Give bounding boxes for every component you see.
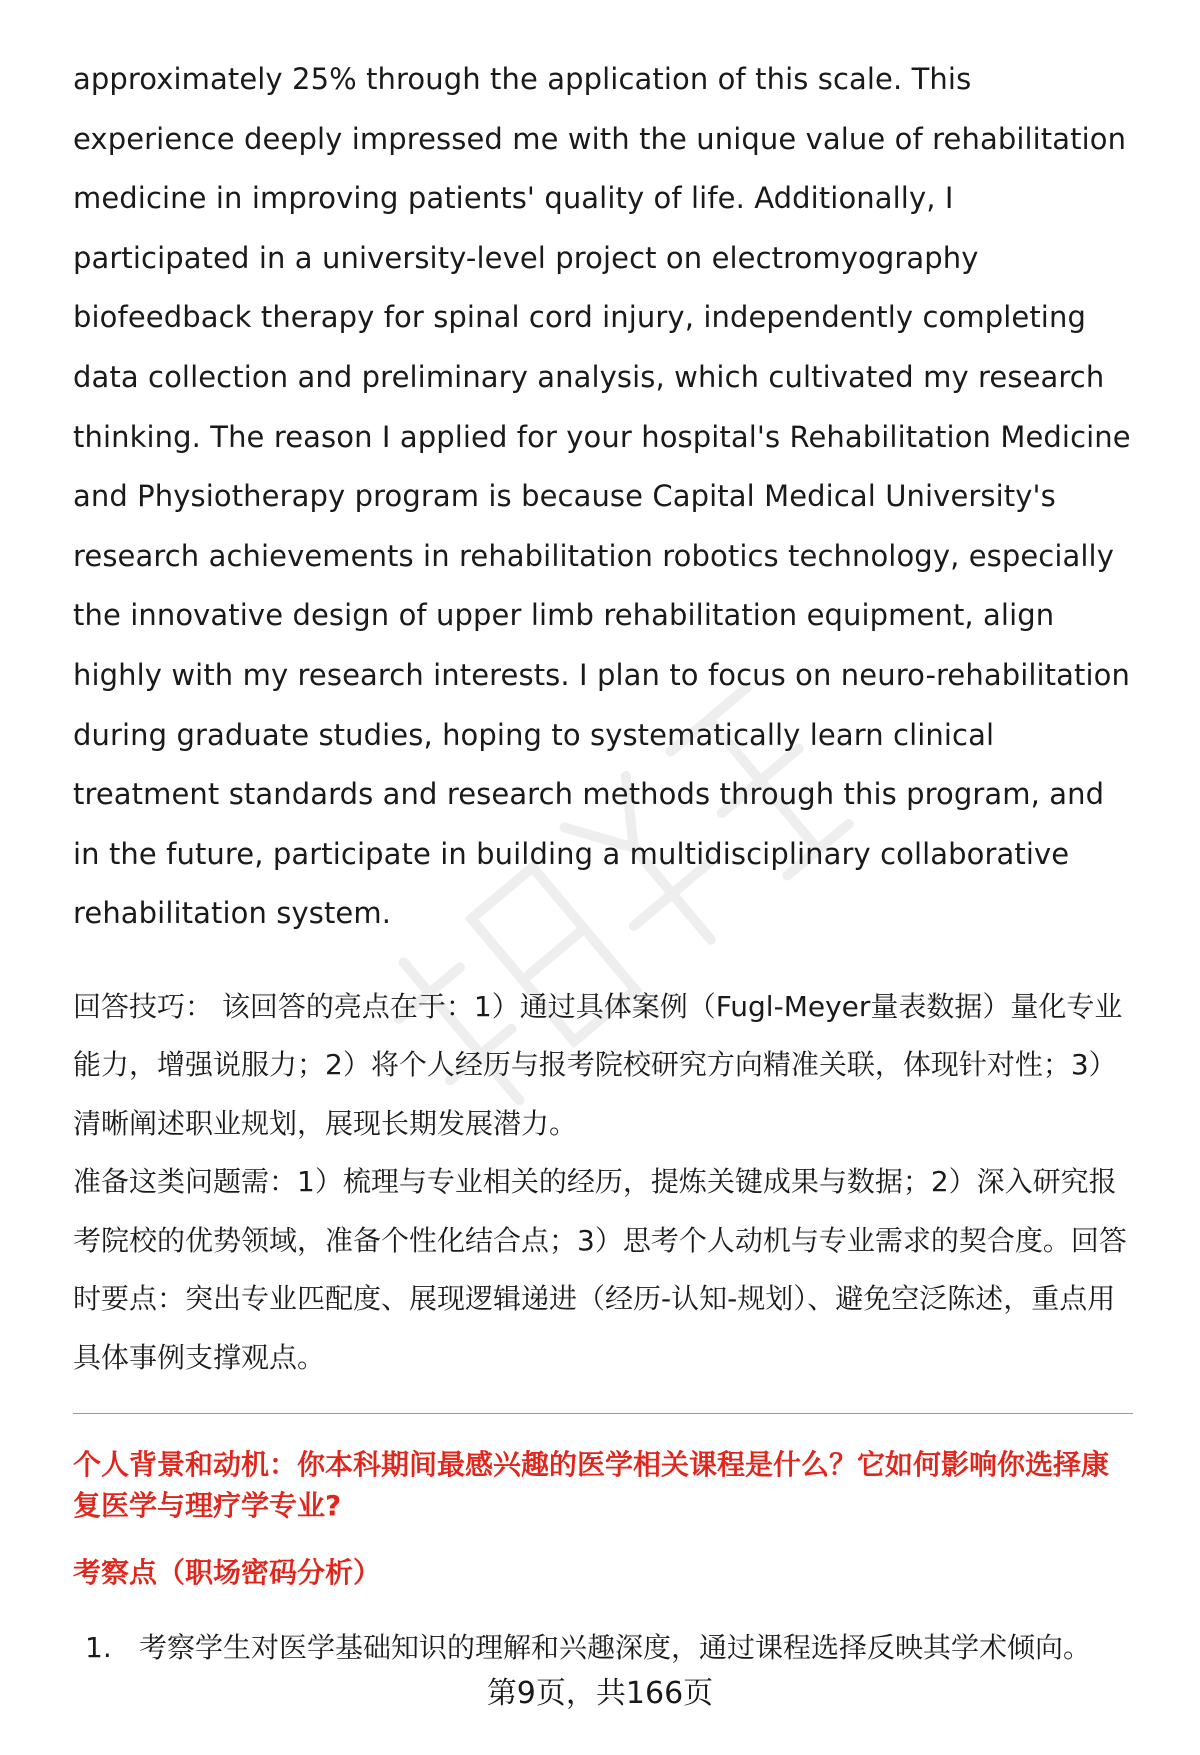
- answer-paragraph: approximately 25% through the application of this scale. This experience deeply impressed me with the unique value of rehabilitation medicine in improving patients' quality of life. Additionally, I participated in a university-level project on electromyography biofeedback therapy for spinal cord injury, independently completing data collection and preliminary analysis, which cultivated my research thinking. The reason I applied for your hospital's Rehabilitation Medicine and Physiotherapy program is because Capital Medical University's research achievements in rehabilitation robotics technology, especially the innovative design of upper limb rehabilitation equipment, align highly with my research interests. I plan to focus on neuro-rehabilitation during graduate studies, hoping to systematically learn clinical treatment standards and research methods through this program, and in the future, participate in building a multidisciplinary collaborative rehabilitation system.: [73, 62, 1131, 931]
- page-number-footer: 第9页，共166页: [486, 1676, 714, 1711]
- tips-paragraph-1: 回答技巧： 该回答的亮点在于：1）通过具体案例（Fugl-Meyer量表数据）量化专业能力，增强说服力；2）将个人经历与报考院校研究方向精准关联，体现针对性；3）清晰阐述职业规划，展现长期发展潜力。: [73, 989, 1123, 1140]
- list-item: [73, 1627, 1133, 1668]
- section-heading: 考察点（职场密码分析）: [73, 1556, 382, 1590]
- question-title: 个人背景和动机：你本科期间最感兴趣的医学相关课程是什么？它如何影响你选择康复医学与理疗学专业?: [73, 1448, 1110, 1523]
- examination-points-list: [73, 1627, 1133, 1668]
- tips-paragraph-2: 准备这类问题需：1）梳理与专业相关的经历，提炼关键成果与数据；2）深入研究报考院校的优势领域，准备个性化结合点；3）思考个人动机与专业需求的契合度。回答时要点：突出专业匹配度、展现逻辑递进（经历-认知-规划）、避免空泛陈述，重点用具体事例支撑观点。: [73, 1165, 1127, 1374]
- document-page: [73, 50, 1133, 1668]
- section-divider: [73, 1413, 1133, 1414]
- list-item-number: 1.: [85, 1631, 112, 1665]
- answer-tips: [73, 978, 1133, 1388]
- list-item-text: 考察学生对医学基础知识的理解和兴趣深度，通过课程选择反映其学术倾向。: [139, 1631, 1092, 1665]
